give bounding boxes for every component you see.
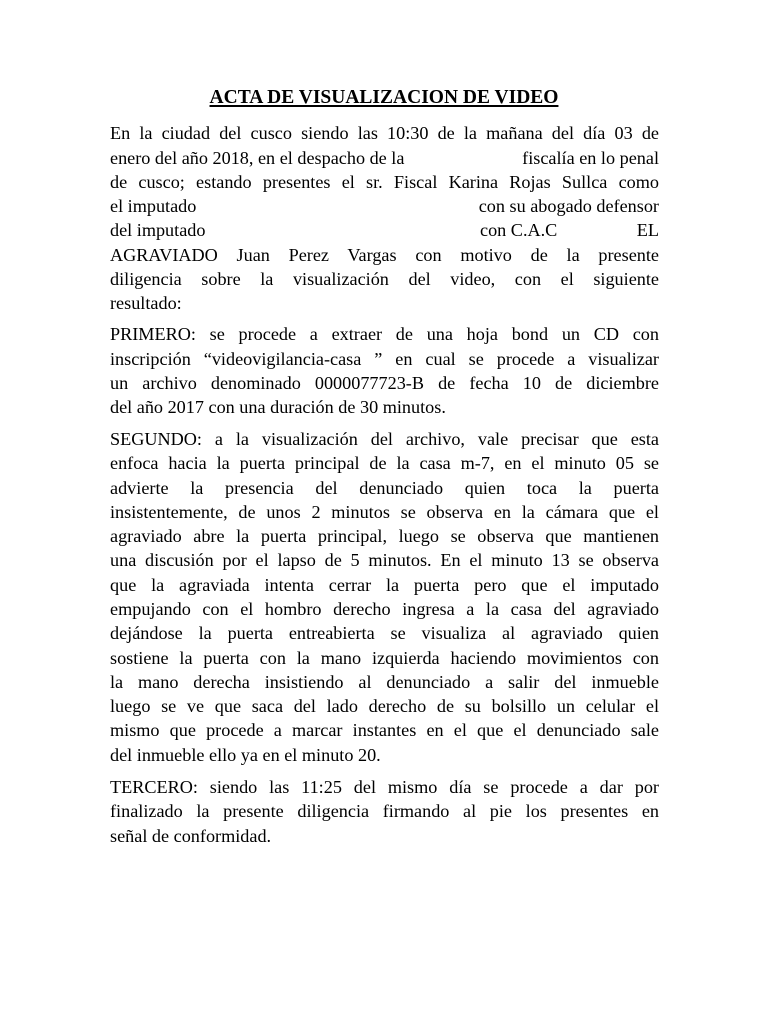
- tercero-line-2: finalizado la presente diligencia firmando al pie los presentes en: [110, 801, 659, 821]
- segundo-line-9: dejándose la puerta entreabierta se visualiza al agraviado quien: [110, 623, 659, 643]
- intro-line-4-end: con su abogado defensor: [478, 196, 659, 216]
- intro-line-6: AGRAVIADO Juan Perez Vargas con motivo de la presente: [110, 245, 659, 265]
- segundo-line-3: advierte la presencia del denunciado quien toca la puerta: [110, 478, 659, 498]
- intro-line-4-start: el imputado: [110, 196, 197, 216]
- segundo-line-10: sostiene la puerta con la mano izquierda haciendo movimientos con: [110, 648, 659, 668]
- segundo-line-13: mismo que procede a marcar instantes en el que el denunciado sale: [110, 720, 659, 740]
- intro-line-8: resultado:: [110, 293, 182, 313]
- primero-line-4: del año 2017 con una duración de 30 minutos.: [110, 397, 446, 417]
- segundo-line-4: insistentemente, de unos 2 minutos se observa en la cámara que el: [110, 502, 659, 522]
- segundo-line-14: del inmueble ello ya en el minuto 20.: [110, 745, 381, 765]
- intro-line-5-end: EL: [636, 220, 659, 240]
- segundo-line-6: una discusión por el lapso de 5 minutos. En el minuto 13 se observa: [110, 550, 659, 570]
- intro-line-2-start: enero del año 2018, en el despacho de la: [110, 148, 405, 168]
- intro-line-1: En la ciudad del cusco siendo las 10:30 de la mañana del día 03 de: [110, 123, 659, 143]
- segundo-line-2: enfoca hacia la puerta principal de la casa m-7, en el minuto 05 se: [110, 453, 659, 473]
- segundo-line-1: SEGUNDO: a la visualización del archivo, vale precisar que esta: [110, 429, 659, 449]
- primero-line-2: inscripción “videovigilancia-casa ” en cual se procede a visualizar: [110, 349, 659, 369]
- primero-line-1: PRIMERO: se procede a extraer de una hoja bond un CD con: [110, 324, 659, 344]
- segundo-line-7: que la agraviada intenta cerrar la puerta pero que el imputado: [110, 575, 659, 595]
- intro-line-7: diligencia sobre la visualización del video, con el siguiente: [110, 269, 659, 289]
- primero-line-3: un archivo denominado 0000077723-B de fecha 10 de diciembre: [110, 373, 659, 393]
- tercero-line-1: TERCERO: siendo las 11:25 del mismo día se procede a dar por: [110, 777, 659, 797]
- segundo-line-8: empujando con el hombro derecho ingresa a la casa del agraviado: [110, 599, 659, 619]
- segundo-line-11: la mano derecha insistiendo al denunciado a salir del inmueble: [110, 672, 659, 692]
- segundo-line-5: agraviado abre la puerta principal, luego se observa que mantienen: [110, 526, 659, 546]
- intro-line-2-end: fiscalía en lo penal: [522, 148, 659, 168]
- document-title: ACTA DE VISUALIZACION DE VIDEO: [209, 87, 559, 108]
- intro-line-3: de cusco; estando presentes el sr. Fiscal Karina Rojas Sullca como: [110, 172, 659, 192]
- intro-line-5-start: del imputado: [110, 220, 206, 240]
- intro-line-5-cac: con C.A.C: [480, 220, 558, 240]
- tercero-line-3: señal de conformidad.: [110, 826, 272, 846]
- segundo-line-12: luego se ve que saca del lado derecho de su bolsillo un celular el: [110, 696, 659, 716]
